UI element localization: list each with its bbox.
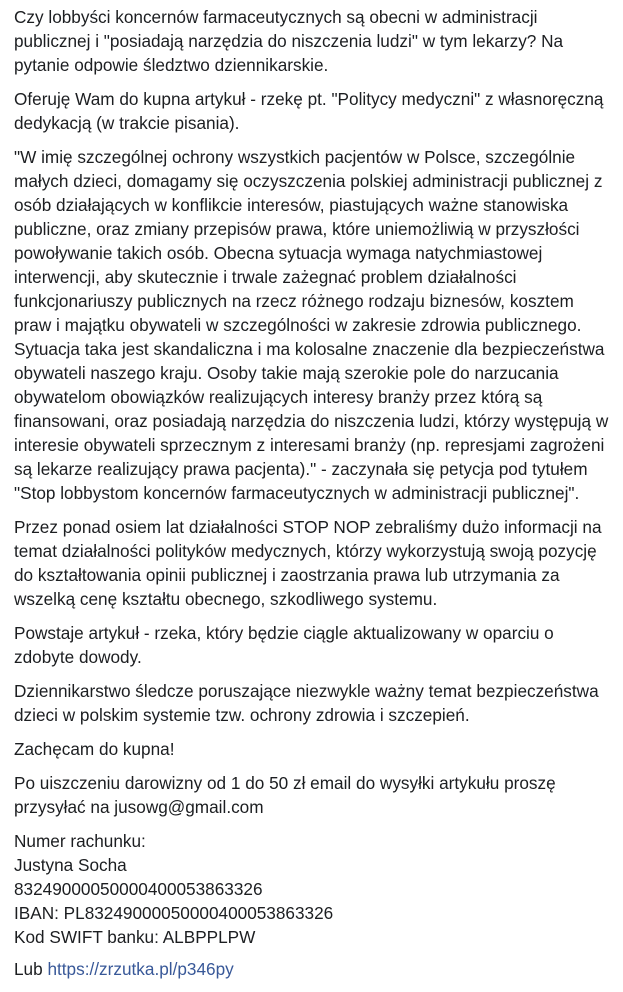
- post-paragraph-donation-email: Po uiszczeniu darowizny od 1 do 50 zł email do wysyłki artykułu proszę przysyłać na jusowg@gmail.com: [14, 773, 556, 817]
- post-paragraph-stop-nop: Przez ponad osiem lat działalności STOP NOP zebraliśmy dużo informacji na temat działalności polityków medycznych, którzy wykorzystują swoją pozycję do kształtowania opinii publicznej i zaostrzania prawa lub utrzymania za wszelką cenę kształtu obecnego, szkodliwego systemu.: [14, 517, 602, 609]
- account-details: Numer rachunku: Justyna Socha 83249000050000400053863326 IBAN: PL83249000050000400053863326 Kod SWIFT banku: ALBPPLPW: [14, 831, 334, 947]
- post-paragraph-intro: Czy lobbyści koncernów farmaceutycznych są obecni w administracji publicznej i "posiadają narzędzia do niszczenia ludzi" w tym lekarzy? Na pytanie odpowie śledztwo dziennikarskie.: [14, 7, 564, 75]
- zrzutka-link[interactable]: https://zrzutka.pl/p346py: [47, 959, 234, 979]
- footer-prefix: Lub: [14, 959, 48, 979]
- post-footer: [14, 957, 611, 981]
- post-paragraph-offer: Oferuję Wam do kupna artykuł - rzekę pt. "Politycy medyczni" z własnoręczną dedykacją (w trakcie pisania).: [14, 89, 604, 133]
- post-paragraph-investigative: Dziennikarstwo śledcze poruszające niezwykle ważny temat bezpieczeństwa dzieci w polskim systemie tzw. ochrony zdrowia i szczepień.: [14, 681, 599, 725]
- post-paragraph-petition-quote: "W imię szczególnej ochrony wszystkich pacjentów w Polsce, szczególnie małych dzieci, domagamy się oczyszczenia polskiej administracji publicznej z osób działających w konflikcie interesów, piastujących ważne stanowiska publiczne, oraz zmiany przepisów prawa, które uniemożliwią w przyszłości powoływanie takich osób. Obecna sytuacja wymaga natychmiastowej interwencji, aby skutecznie i trwale zażegnać problem działalności funkcjonariuszy publicznych na rzecz różnego rodzaju biznesów, kosztem praw i majątku obywateli w szczególności w zakresie zdrowia publicznego. Sytuacja taka jest skandaliczna i ma kolosalne znaczenie dla bezpieczeństwa obywateli naszego kraju. Osoby takie mają szerokie pole do narzucania obywatelom obowiązków realizujących interesy branży przez którą są finansowani, oraz posiadają narzędzia do niszczenia ludzi, którzy występują w interesie obywateli sprzecznym z interesami branży (np. represjami zagrożeni są lekarze realizujący prawa pacjenta)." - zaczynała się petycja pod tytułem "Stop lobbystom koncernów farmaceutycznych w administracji publicznej".: [14, 147, 609, 503]
- post-paragraph-article-river: Powstaje artykuł - rzeka, który będzie ciągle aktualizowany w oparciu o zdobyte dowody.: [14, 623, 554, 667]
- post-paragraph-call-to-buy: Zachęcam do kupna!: [14, 739, 175, 759]
